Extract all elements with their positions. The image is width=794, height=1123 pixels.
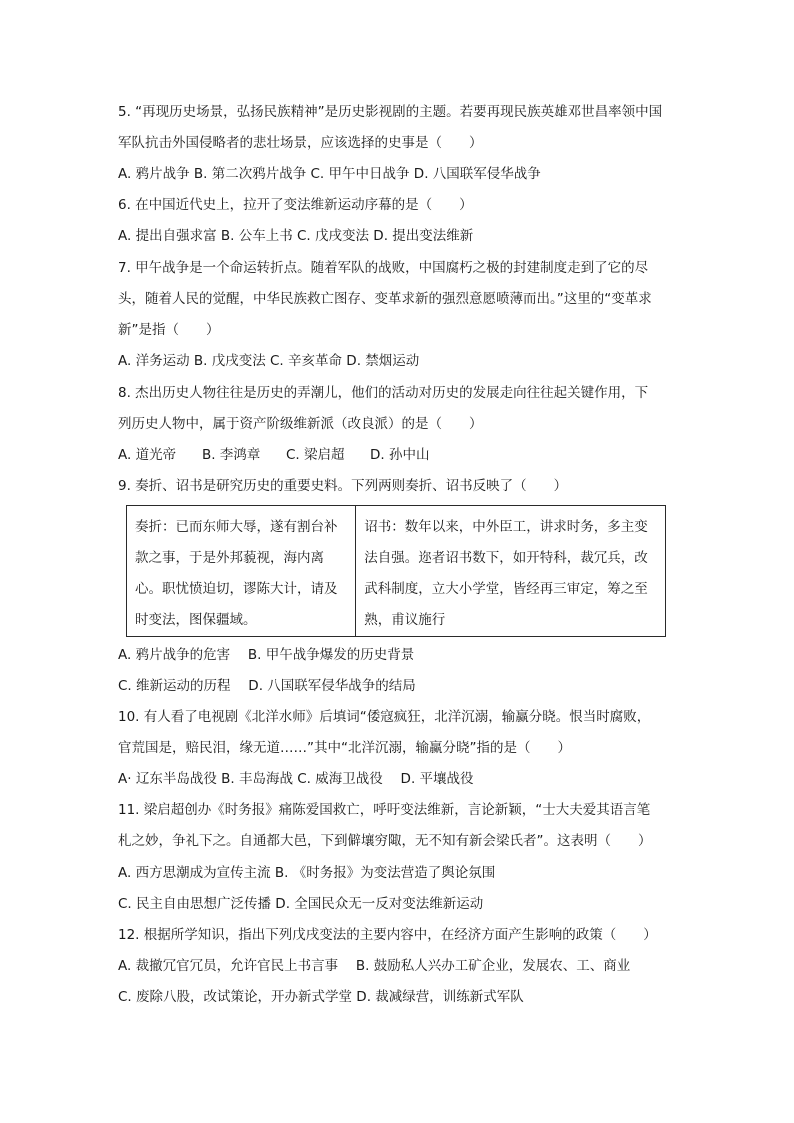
q9-options-line-2: C. 维新运动的历程 D. 八国联军侵华战争的结局	[118, 678, 416, 694]
q8-option-a: A. 道光帝	[118, 447, 177, 463]
q8-stem-line-2: 列历史人物中，属于资产阶级维新派（改良派）的是（ ）	[118, 416, 483, 432]
q5-stem-line-2: 军队抗击外国侵略者的悲壮场景，应该选择的史事是（ ）	[118, 135, 483, 151]
q7-options: A. 洋务运动 B. 戊戌变法 C. 辛亥革命 D. 禁烟运动	[118, 353, 420, 369]
q10-stem-line-1: 10. 有人看了电视剧《北洋水师》后填词“倭寇疯狂，北洋沉溺，输赢分晓。恨当时腐败，	[118, 709, 651, 725]
q5-options: A. 鸦片战争 B. 第二次鸦片战争 C. 甲午中日战争 D. 八国联军侵华战争	[118, 166, 541, 182]
edict-cell: 诏书：数年以来，中外臣工，讲求时务，多主变法自强。迩者诏书数下，如开特科，裁冗兵，改武科制度，立大小学堂，皆经再三审定，筹之至熟，甫议施行	[356, 506, 666, 637]
q7-stem-line-3: 新”是指（ ）	[118, 322, 220, 338]
q10-options: A· 辽东半岛战役 B. 丰岛海战 C. 威海卫战役 D. 平壤战役	[118, 771, 474, 787]
q11-options-line-1: A. 西方思潮成为宣传主流 B. 《时务报》为变法营造了舆论氛围	[118, 865, 496, 881]
q5-stem-line-1: 5. “再现历史场景，弘扬民族精神”是历史影视剧的主题。若要再现民族英雄邓世昌率领中国	[118, 104, 663, 120]
q6-options: A. 提出自强求富 B. 公车上书 C. 戊戌变法 D. 提出变法维新	[118, 228, 474, 244]
table-row	[127, 506, 666, 637]
q12-options-line-1: A. 裁撤冗官冗员，允许官民上书言事 B. 鼓励私人兴办工矿企业，发展农、工、商业	[118, 958, 631, 974]
q8-option-c: C. 梁启超	[286, 447, 345, 463]
q9-options-line-1: A. 鸦片战争的危害 B. 甲午战争爆发的历史背景	[118, 647, 415, 663]
q8-stem-line-1: 8. 杰出历史人物往往是历史的弄潮儿，他们的活动对历史的发展走向往往起关键作用，下	[118, 385, 649, 401]
q7-stem-line-2: 头，随着人民的觉醒，中华民族救亡图存、变革求新的强烈意愿喷薄而出。”这里的“变革求	[118, 291, 652, 307]
q10-stem-line-2: 官荒国是，赔民泪，缘无道……”其中“北洋沉溺，输赢分晓”指的是（ ）	[118, 740, 571, 756]
q11-stem-line-1: 11. 梁启超创办《时务报》痛陈爱国救亡，呼吁变法维新，言论新颖，“士大夫爱其语言笔	[118, 802, 651, 818]
q9-stem: 9. 奏折、诏书是研究历史的重要史料。下列两则奏折、诏书反映了（ ）	[118, 478, 568, 494]
q9-source-table	[126, 505, 666, 637]
q6-stem: 6. 在中国近代史上，拉开了变法维新运动序幕的是（ ）	[118, 197, 473, 213]
memorial-cell: 奏折：已而东师大辱，遂有割台补款之事，于是外邦藐视，海内离心。职忧愤迫切，谬陈大计，请及时变法，图保疆域。	[127, 506, 356, 637]
q7-stem-line-1: 7. 甲午战争是一个命运转折点。随着军队的战败，中国腐朽之极的封建制度走到了它的尽	[118, 260, 649, 276]
q12-stem: 12. 根据所学知识，指出下列戊戌变法的主要内容中，在经济方面产生影响的政策（ ）	[118, 927, 657, 943]
q11-stem-line-2: 札之妙，争礼下之。自通都大邑，下到僻壤穷陬，无不知有新会梁氏者”。这表明（ ）	[118, 833, 652, 849]
q8-option-b: B. 李鸿章	[202, 447, 261, 463]
q8-option-d: D. 孙中山	[370, 447, 430, 463]
q8-options	[118, 445, 429, 465]
q11-options-line-2: C. 民主自由思想广泛传播 D. 全国民众无一反对变法维新运动	[118, 896, 484, 912]
q12-options-line-2: C. 废除八股，改试策论，开办新式学堂 D. 裁减绿营，训练新式军队	[118, 989, 524, 1005]
